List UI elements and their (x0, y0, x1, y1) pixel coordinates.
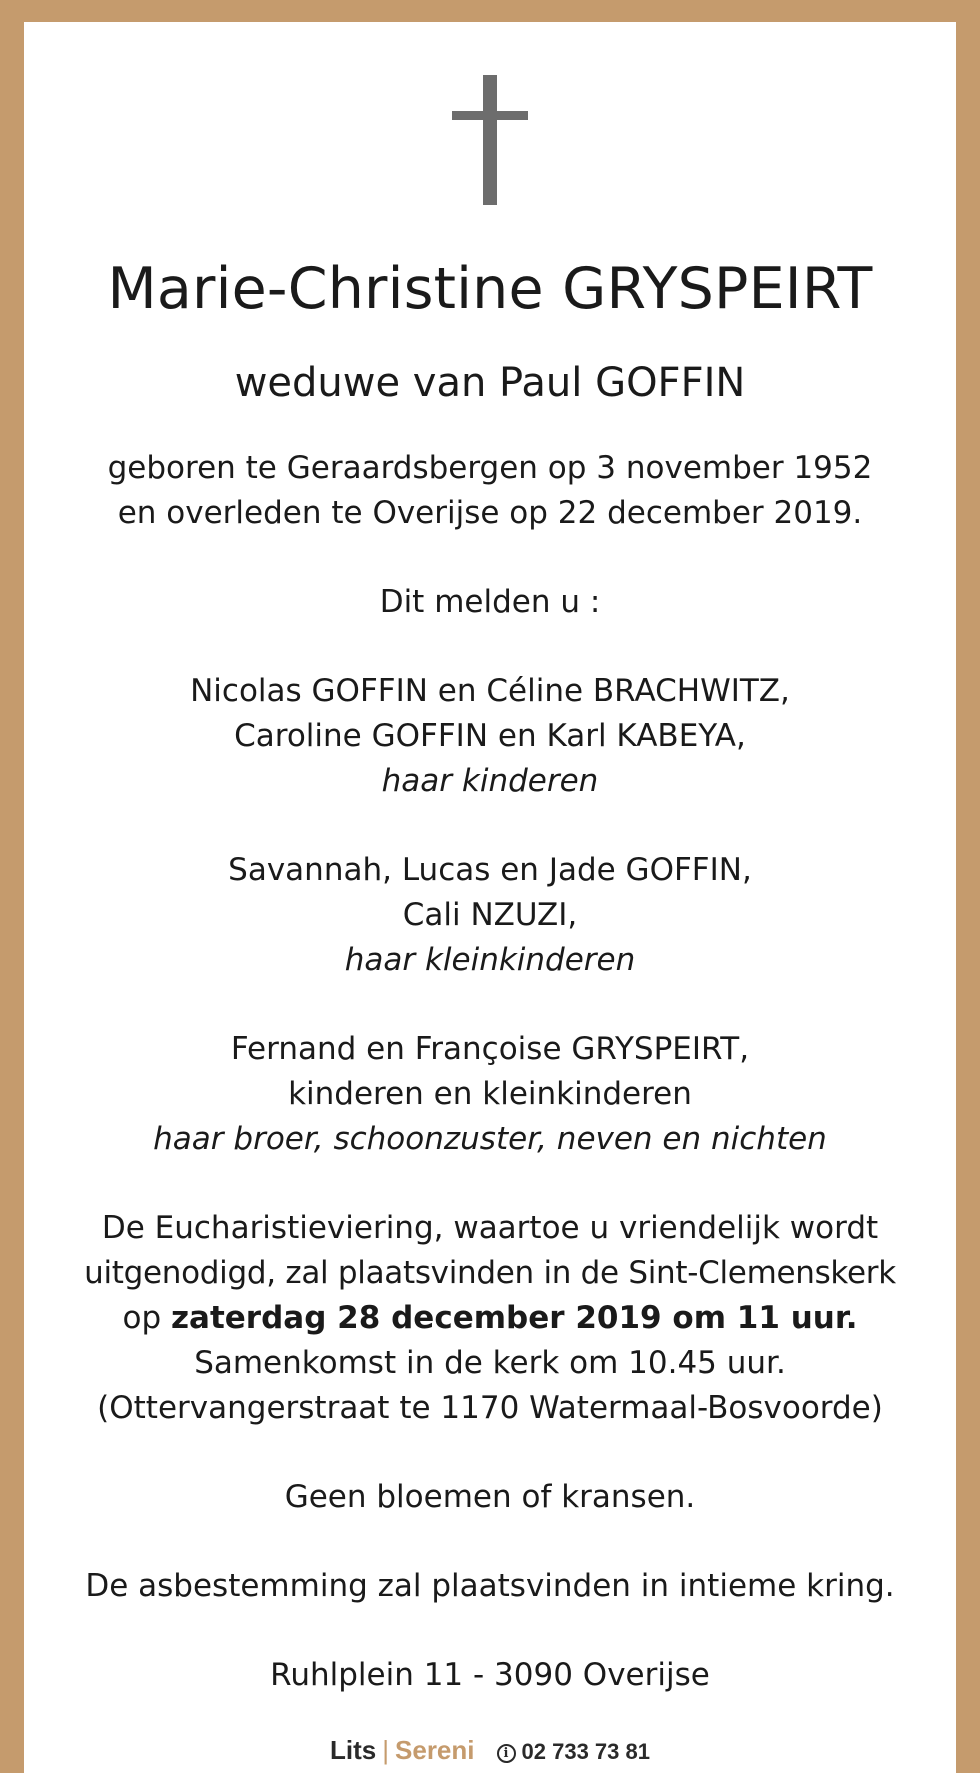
ceremony-line-5: (Ottervangerstraat te 1170 Watermaal-Bosvoorde) (97, 1390, 883, 1426)
announce-line: Dit melden u : (379, 584, 601, 620)
grandchildren-relation (24, 938, 956, 983)
brand-separator: | (382, 1735, 390, 1765)
brand-lits: Lits (330, 1735, 377, 1765)
funeral-home-footer (0, 1734, 980, 1768)
obituary-body (24, 446, 956, 1698)
sibling-line-2: kinderen en kleinkinderen (288, 1076, 692, 1112)
phone-number: 02 733 73 81 (521, 1739, 650, 1764)
spouse-line: weduwe van Paul GOFFIN (234, 360, 746, 406)
ceremony-line-1: De Eucharistieviering, waartoe u vriendelijk wordt (101, 1210, 879, 1246)
ceremony-date: zaterdag 28 december 2019 om 11 uur. (171, 1300, 858, 1336)
grandchildren-line-1: Savannah, Lucas en Jade GOFFIN, (228, 852, 752, 888)
ceremony-line-2: uitgenodigd, zal plaatsvinden in de Sint-Clemenskerk (84, 1255, 896, 1291)
ceremony-line-3 (24, 1296, 956, 1341)
sibling-relation (24, 1117, 956, 1162)
cross-horizontal-bar (452, 111, 528, 120)
grandchildren-line-2: Cali NZUZI, (402, 897, 578, 933)
obituary-card (24, 22, 956, 1773)
children-relation-text: haar kinderen (381, 763, 599, 799)
death-line: en overleden te Overijse op 22 december 2019. (117, 495, 863, 531)
address-line: Ruhlplein 11 - 3090 Overijse (270, 1657, 710, 1693)
cremation-line: De asbestemming zal plaatsvinden in intieme kring. (85, 1568, 895, 1604)
children-relation (24, 759, 956, 804)
ceremony-date-prefix: op (122, 1300, 162, 1336)
sibling-relation-text: haar broer, schoonzuster, neven en nichten (153, 1121, 827, 1157)
grandchildren-relation-text: haar kleinkinderen (344, 942, 636, 978)
no-flowers-line: Geen bloemen of kransen. (284, 1479, 696, 1515)
ceremony-line-4: Samenkomst in de kerk om 10.45 uur. (194, 1345, 786, 1381)
info-icon: i (497, 1744, 516, 1763)
deceased-name: Marie-Christine GRYSPEIRT (107, 256, 873, 322)
cross-vertical-bar (483, 75, 497, 205)
sibling-line-1: Fernand en Françoise GRYSPEIRT, (230, 1031, 750, 1067)
brand-sereni: Sereni (395, 1735, 475, 1765)
children-line-2: Caroline GOFFIN en Karl KABEYA, (234, 718, 746, 754)
children-line-1: Nicolas GOFFIN en Céline BRACHWITZ, (190, 673, 790, 709)
birth-line: geboren te Geraardsbergen op 3 november 1952 (107, 450, 873, 486)
cross-icon (452, 75, 528, 205)
